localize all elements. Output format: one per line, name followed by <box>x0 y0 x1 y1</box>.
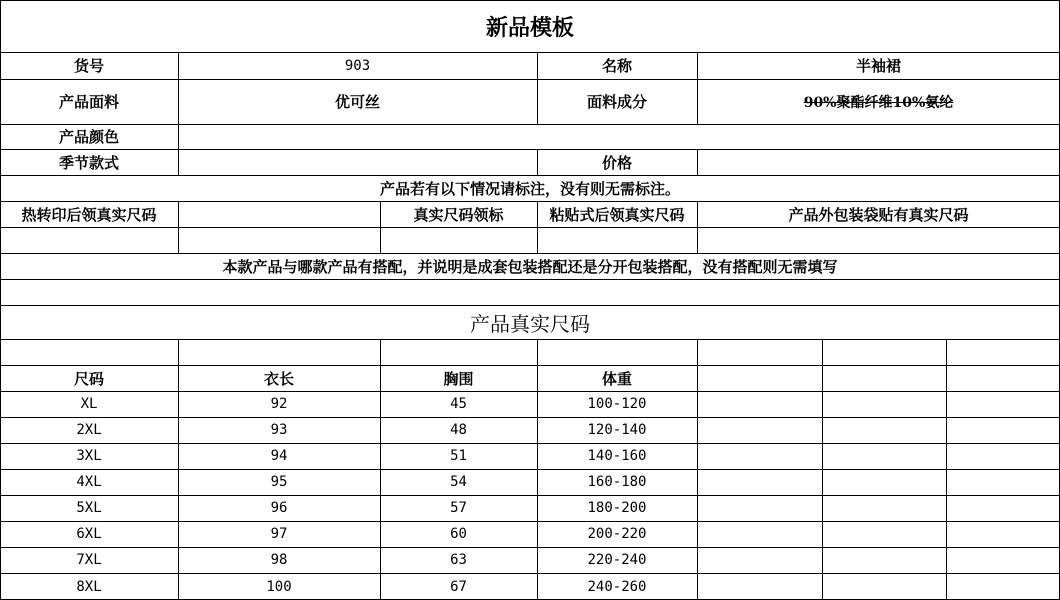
composition-value: 90%聚酯纤维10%氨纶 <box>803 94 954 111</box>
name-label: 名称 <box>601 57 632 75</box>
weight-cell: 160-180 <box>587 474 647 490</box>
length-cell: 93 <box>270 422 288 438</box>
size-cell: 2XL <box>76 422 102 438</box>
size-cell: 7XL <box>76 552 102 568</box>
price-value <box>697 149 1060 175</box>
package-label-header: 产品外包装袋贴有真实尺码 <box>788 205 969 224</box>
page-title: 新品模板 <box>485 14 574 41</box>
size-section-title: 产品真实尺码 <box>470 311 590 336</box>
real-size-tag-header: 真实尺码领标 <box>413 205 504 224</box>
sticker-label-header: 粘贴式后领真实尺码 <box>549 205 685 224</box>
size-header-length: 衣长 <box>263 369 294 388</box>
length-cell: 92 <box>270 396 288 412</box>
size-header-chest: 胸围 <box>443 369 474 388</box>
chest-cell: 45 <box>450 396 467 412</box>
length-cell: 100 <box>266 578 292 595</box>
length-cell: 95 <box>270 474 288 490</box>
size-cell: XL <box>80 396 98 412</box>
grid-line <box>0 339 1060 340</box>
size-cell: 5XL <box>76 500 102 516</box>
weight-cell: 100-120 <box>587 396 647 412</box>
matching-note: 本款产品与哪款产品有搭配，并说明是成套包装搭配还是分开包装搭配，没有搭配则无需填写 <box>222 257 838 276</box>
weight-cell: 220-240 <box>587 552 647 568</box>
grid-line <box>697 339 698 600</box>
color-label: 产品颜色 <box>58 128 119 146</box>
weight-cell: 240-260 <box>587 578 647 595</box>
length-cell: 98 <box>270 552 288 568</box>
weight-cell: 120-140 <box>587 422 647 438</box>
chest-cell: 51 <box>450 448 467 464</box>
weight-cell: 140-160 <box>587 448 647 464</box>
size-label-note: 产品若有以下情况请标注，没有则无需标注。 <box>379 179 680 198</box>
size-header-size: 尺码 <box>73 369 104 388</box>
fabric-value: 优可丝 <box>334 93 380 111</box>
item-no-label: 货号 <box>73 57 104 75</box>
grid-line <box>178 201 179 253</box>
color-value <box>178 124 1060 149</box>
grid-line <box>946 339 947 600</box>
size-cell: 4XL <box>76 474 102 490</box>
item-no-value: 903 <box>344 57 371 74</box>
chest-cell: 60 <box>450 526 467 542</box>
composition-label: 面料成分 <box>586 93 647 111</box>
grid-line <box>0 227 1060 228</box>
size-cell: 8XL <box>76 578 102 595</box>
weight-cell: 180-200 <box>587 500 647 516</box>
heat-transfer-label-header: 热转印后领真实尺码 <box>21 205 157 224</box>
chest-cell: 48 <box>450 422 467 438</box>
weight-cell: 200-220 <box>587 526 647 542</box>
name-value: 半袖裙 <box>855 57 901 75</box>
size-cell: 6XL <box>76 526 102 542</box>
length-cell: 96 <box>270 500 288 516</box>
chest-cell: 63 <box>450 552 467 568</box>
length-cell: 97 <box>270 526 288 542</box>
grid-line <box>822 339 823 600</box>
size-cell: 3XL <box>76 448 102 464</box>
fabric-label: 产品面料 <box>58 93 119 111</box>
season-label: 季节款式 <box>58 153 119 172</box>
chest-cell: 57 <box>450 500 467 516</box>
season-value <box>178 149 537 175</box>
chest-cell: 54 <box>450 474 467 490</box>
size-header-weight: 体重 <box>601 369 632 388</box>
length-cell: 94 <box>270 448 288 464</box>
price-label: 价格 <box>601 153 632 172</box>
chest-cell: 67 <box>450 578 467 595</box>
grid-line <box>0 279 1060 280</box>
